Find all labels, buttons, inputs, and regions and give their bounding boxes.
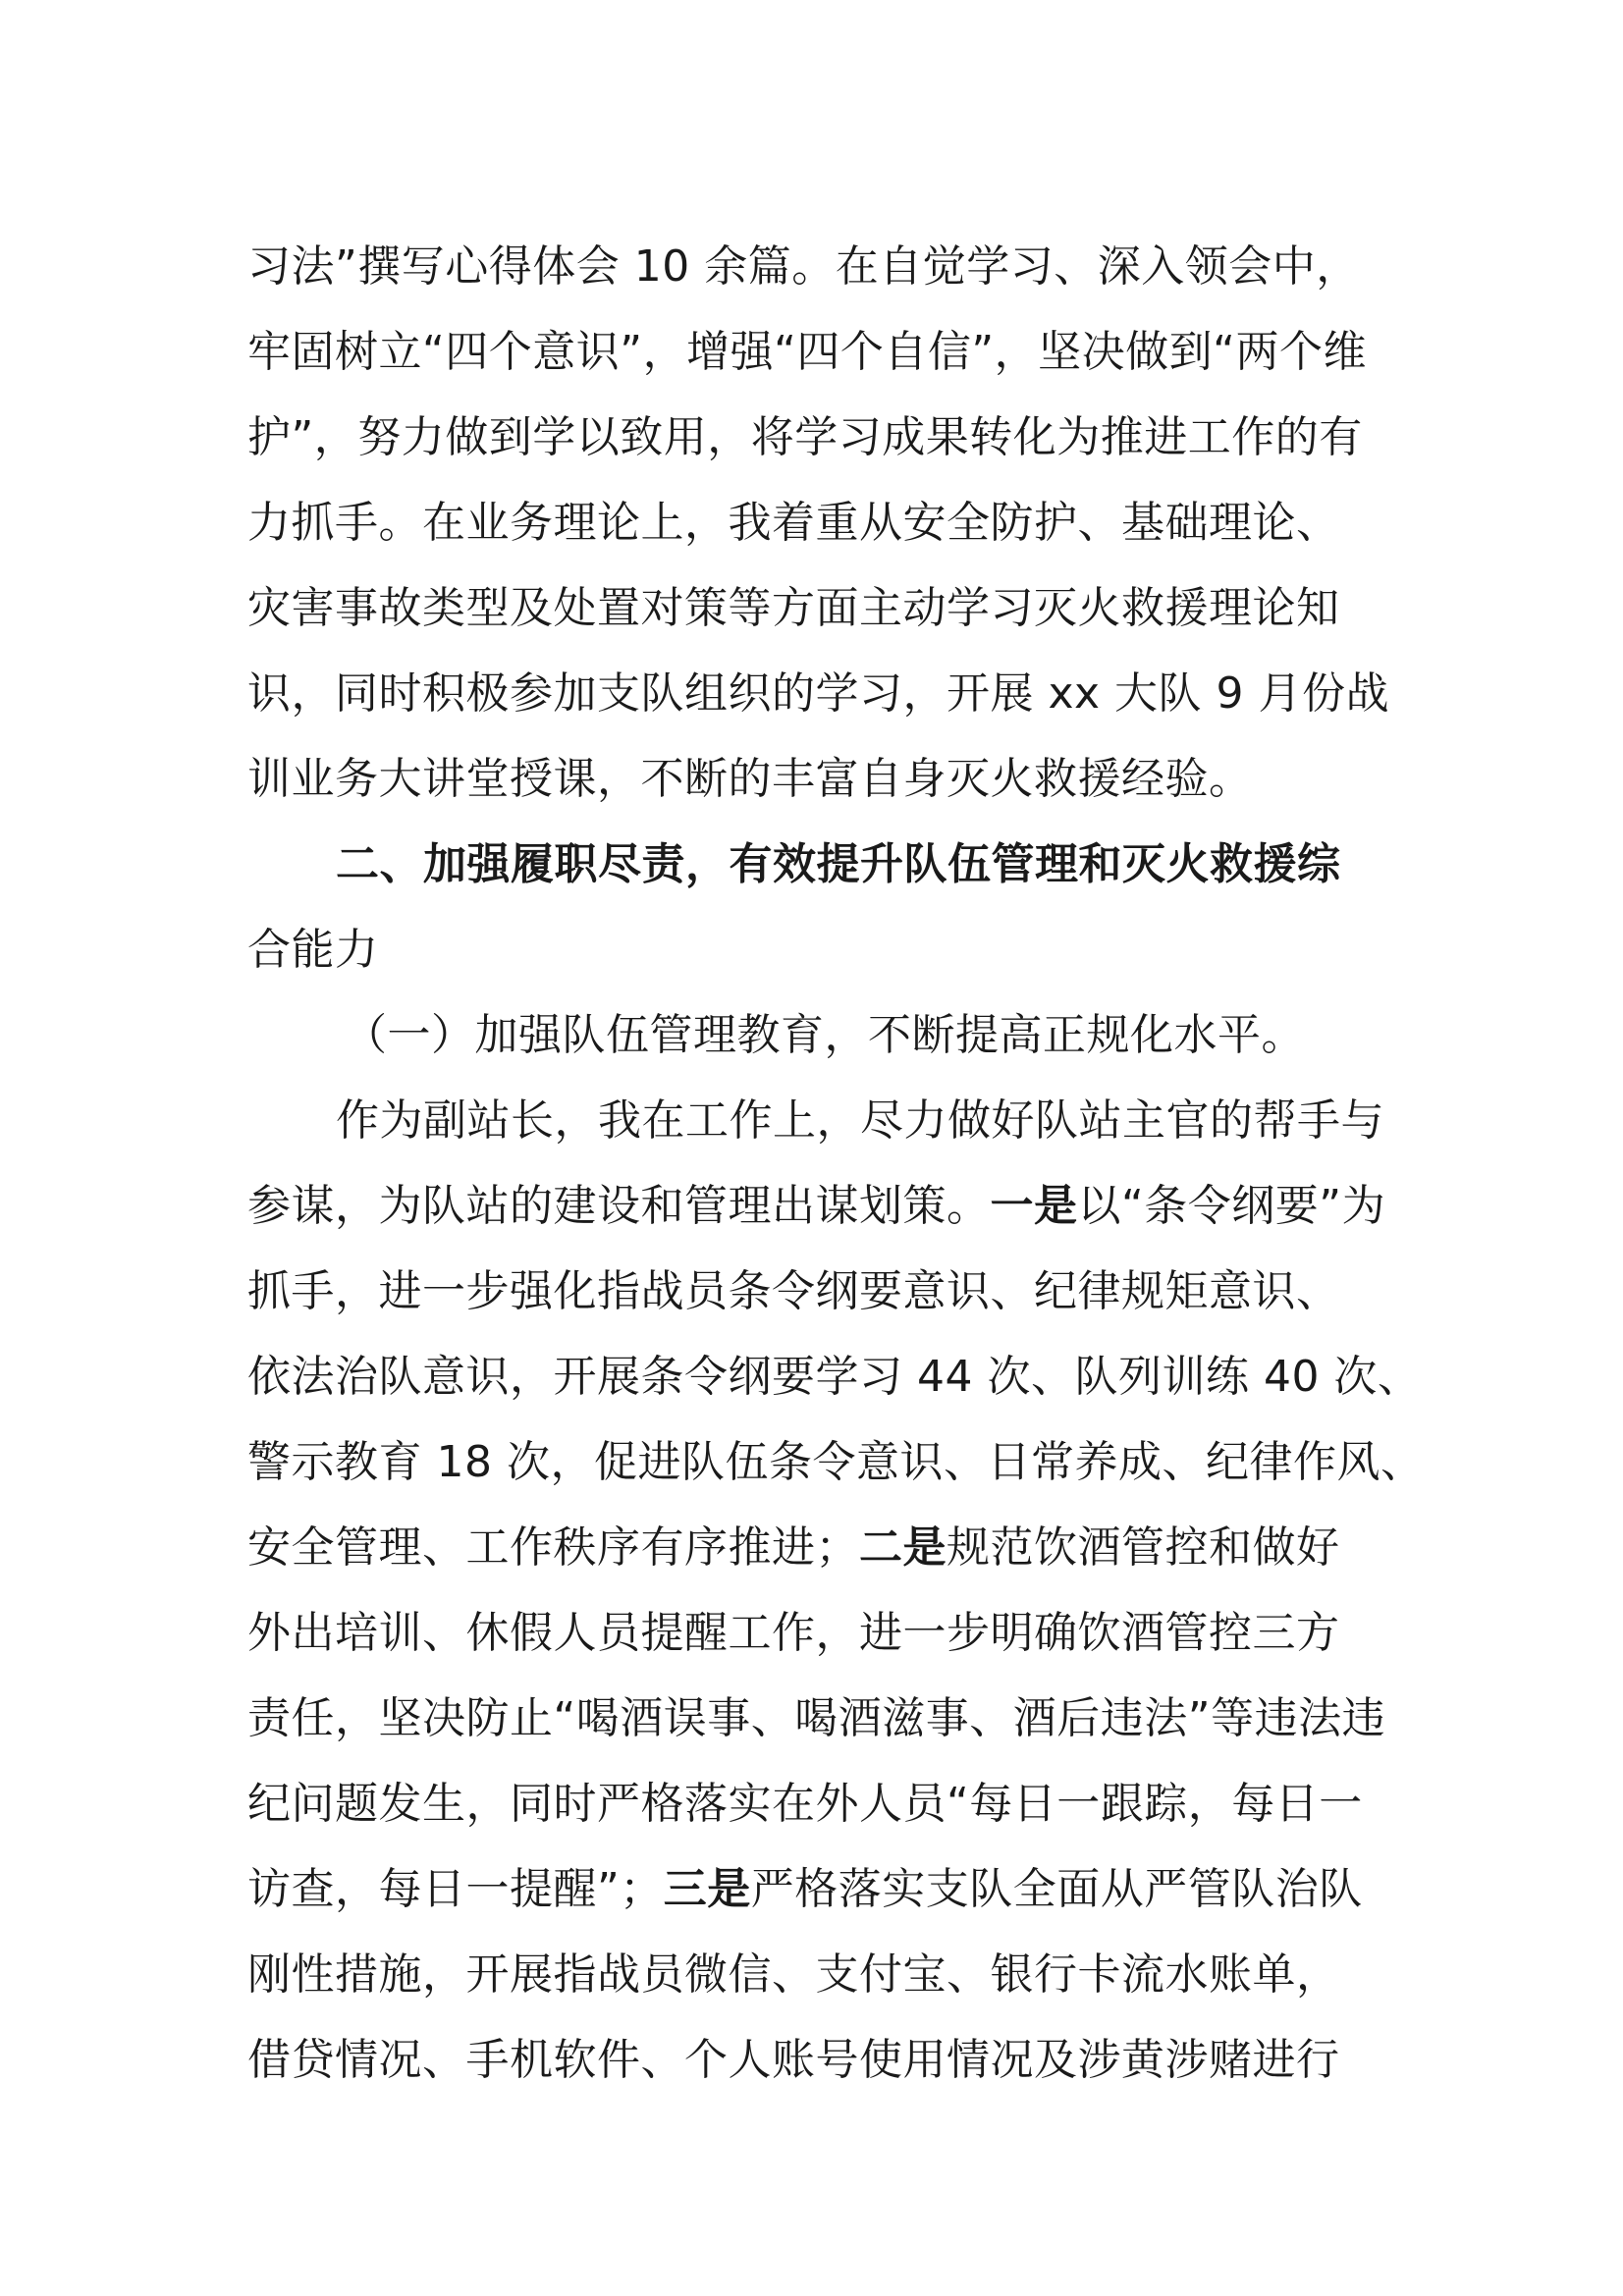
- text-segment: 训业务大讲堂授课，不断的丰富自身灭火救援经验。: [247, 754, 1253, 804]
- text-segment: 刚性措施，开展指战员微信、支付宝、银行卡流水账单，: [247, 1949, 1340, 2000]
- paragraph-line: [247, 1334, 1422, 1419]
- paragraph-line: [247, 480, 1386, 565]
- text-segment: 规范饮酒管控和做好: [947, 1522, 1340, 1573]
- text-segment: （一）加强队伍管理教育，不断提高正规化水平。: [344, 1010, 1305, 1060]
- text-segment: 安全管理、工作秩序有序推进；: [247, 1522, 859, 1573]
- text-segment: 访查，每日一提醒”；: [247, 1864, 664, 1914]
- text-segment: 识，同时积极参加支队组织的学习，开展 xx 大队 9 月份战: [247, 668, 1390, 719]
- paragraph-line: [247, 1761, 1386, 1846]
- text-segment: 参谋，为队站的建设和管理出谋划策。: [247, 1181, 991, 1231]
- text-segment: 责任，坚决防止“喝酒误事、喝酒滋事、酒后违法”等违法违: [247, 1693, 1386, 1743]
- text-segment: 以“条令纲要”为: [1077, 1181, 1386, 1231]
- paragraph-line: [247, 2017, 1386, 2103]
- text-segment: 牢固树立“四个意识”，增强“四个自信”，坚决做到“两个维: [247, 327, 1367, 377]
- section-heading-line: [247, 822, 1386, 907]
- paragraph-line: [247, 309, 1386, 395]
- paragraph-line: [247, 224, 1386, 309]
- text-segment: 外出培训、休假人员提醒工作，进一步明确饮酒管控三方: [247, 1608, 1340, 1658]
- paragraph-line: [247, 1163, 1386, 1249]
- text-segment: 作为副站长，我在工作上，尽力做好队站主官的帮手与: [336, 1095, 1384, 1146]
- paragraph-line: [247, 736, 1386, 822]
- text-segment: 借贷情况、手机软件、个人账号使用情况及涉黄涉赌进行: [247, 2035, 1340, 2085]
- text-segment: 力抓手。在业务理论上，我着重从安全防护、基础理论、: [247, 498, 1340, 548]
- text-segment: 习法”撰写心得体会 10 余篇。在自觉学习、深入领会中，: [247, 241, 1360, 292]
- paragraph-line: [247, 992, 1386, 1078]
- paragraph-line: [247, 1590, 1386, 1676]
- text-segment: 纪问题发生，同时严格落实在外人员“每日一跟踪，每日一: [247, 1779, 1363, 1829]
- paragraph-line: [247, 1249, 1386, 1334]
- bold-text-segment: 一是: [990, 1181, 1078, 1231]
- bold-text-segment: 二、加强履职尽责，有效提升队伍管理和灭火救援综: [336, 839, 1341, 889]
- text-segment: 抓手，进一步强化指战员条令纲要意识、纪律规矩意识、: [247, 1266, 1340, 1316]
- paragraph-line: [247, 1419, 1425, 1505]
- text-segment: 护”，努力做到学以致用，将学习成果转化为推进工作的有: [247, 412, 1363, 462]
- text-segment: 依法治队意识，开展条令纲要学习 44 次、队列训练 40 次、: [247, 1352, 1422, 1402]
- document-body: [247, 224, 1425, 2103]
- bold-text-segment: 二是: [859, 1522, 947, 1573]
- paragraph-line: [247, 395, 1386, 480]
- text-segment: 灾害事故类型及处置对策等方面主动学习灭火救援理论知: [247, 583, 1340, 633]
- text-segment: 合能力: [247, 925, 379, 975]
- paragraph-line: [247, 565, 1386, 651]
- paragraph-line: [247, 1846, 1386, 1932]
- paragraph-line: [247, 651, 1390, 736]
- paragraph-line: [247, 1078, 1386, 1163]
- text-segment: 严格落实支队全面从严管队治队: [750, 1864, 1363, 1914]
- paragraph-line: [247, 1932, 1386, 2017]
- paragraph-line: [247, 1676, 1386, 1761]
- paragraph-line: [247, 1505, 1386, 1590]
- paragraph-line: [247, 907, 1386, 992]
- text-segment: 警示教育 18 次，促进队伍条令意识、日常养成、纪律作风、: [247, 1437, 1425, 1487]
- bold-text-segment: 三是: [663, 1864, 751, 1914]
